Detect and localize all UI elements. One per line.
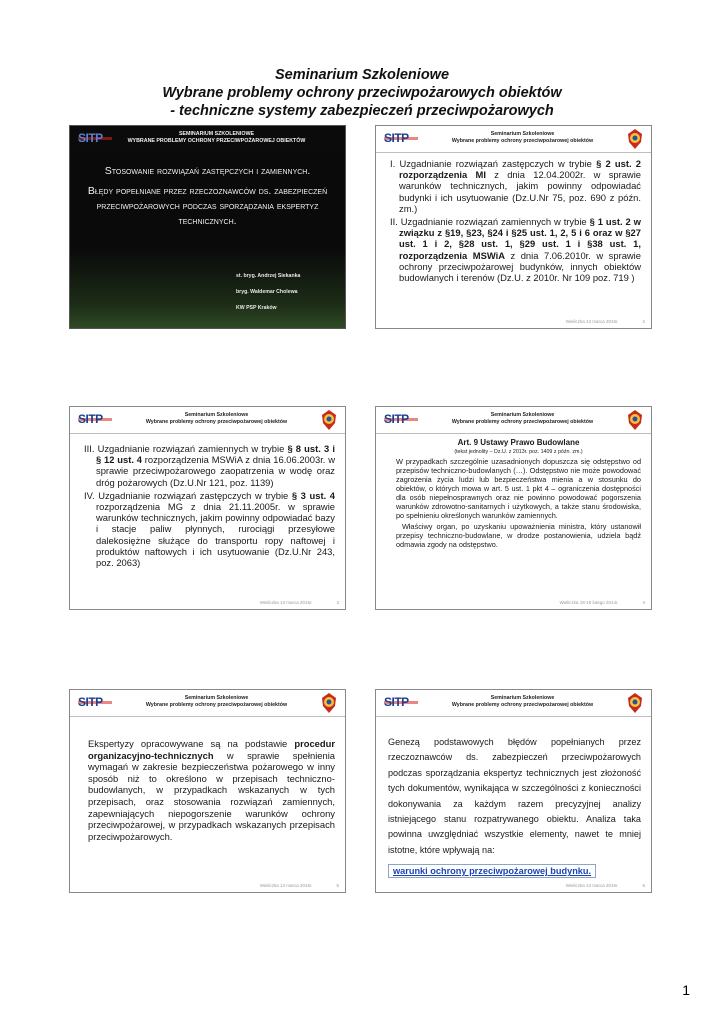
slide-5 (69, 689, 346, 893)
slide-header-title (424, 412, 621, 425)
fire-brigade-emblem-icon (625, 128, 645, 150)
header-title-text: Seminarium Szkoleniowe (490, 695, 555, 701)
slide-3 (69, 406, 346, 610)
slide-header-title (424, 695, 621, 708)
slide-body (376, 434, 651, 597)
slide-body (70, 717, 345, 880)
slide-footer: Wieliczka 18-19 lutego 2014r. 4 (559, 600, 645, 605)
slide6-link[interactable]: warunki ochrony przeciwpożarowej budynku. (388, 864, 596, 878)
header-subtitle-text: Wybrane problemy ochrony przeciwpożarowej obiektów (145, 701, 288, 708)
document-title-line1: Seminarium Szkoleniowe (274, 67, 450, 83)
sitp-logo: SITP (384, 413, 418, 426)
slide-header-title (118, 131, 315, 144)
slide5-text: Ekspertyzy opracowywane są na podstawie procedur organizacyjno-technicznych w sprawie spełnienia wymagań w zakresie bezpieczeństwa pożarowego w inny sposób niż to określono w przepisach techniczno-budowlanych, w przypadkach wskazanych w tych przepisach, oraz stosowania rozwiązań zamiennych, zapewniających niepogorszenie warunków ochrony przeciwpożarowej, w przypadkach wskazanych przepisach przeciwpożarowych. (88, 738, 335, 842)
header-subtitle-text: Wybrane problemy ochrony przeciwpożarowej obiektów (451, 701, 594, 708)
slide-footer: Wieliczka 13 marca 2015r. 2 (565, 319, 645, 324)
slide-header (70, 407, 345, 434)
document-header (0, 66, 724, 120)
slide-header-title (424, 131, 621, 144)
sitp-logo: SITP (384, 132, 418, 145)
document-title-line3: - techniczne systemy zabezpieczeń przeciwpożarowych (170, 103, 554, 119)
author-3: KW PSP Kraków (236, 305, 277, 311)
slide-header (70, 126, 345, 153)
slide2-item-1: I. Uzgadnianie rozwiązań zastępczych w trybie § 2 ust. 2 rozporządzenia MI z dnia 12.04.2002r. w sprawie warunków technicznych, jakim powinny odpowiadać budynki i ich usytuowanie (Dz.U.Nr 75, poz. 690 z późn. zm.) (390, 158, 642, 214)
slide-body (376, 717, 651, 880)
slide6-text: Genezą podstawowych błędów popełnianych przez rzeczoznawców ds. zabezpieczeń przeciwpożarowych podczas sporządzania ekspertyz technicznych jest złożoność tych dokumentów, wynikająca w szczególności z konieczności dokonywania za każdym razem precyzyjnej analizy istniejącego stanu rozpatrywanego obiektu. Analiza taka powinna uwzględniać wszystkie elementy, nawet te mniej istotne, które wpływają na: (388, 737, 641, 855)
slide-6 (375, 689, 652, 893)
slide-header (70, 690, 345, 717)
header-subtitle-text: Wybrane problemy ochrony przeciwpożarowej obiektów (451, 418, 594, 425)
header-title-text: SEMINARIUM SZKOLENIOWE (178, 131, 255, 137)
slide6-link-wrap (388, 861, 641, 879)
slide-header (376, 690, 651, 717)
slide1-authors (236, 268, 300, 316)
fire-brigade-emblem-icon (625, 409, 645, 431)
slide4-paragraph-1: W przypadkach szczególnie uzasadnionych dopuszcza się odstępstwo od przepisów techniczno-budowlanych (…). Odstępstwo nie może powodować zagrożenia życia ludzi lub bezpieczeństwa mienia a w stosunku do obiektów, o których mowa w art. 5 ust. 1 pkt 4 – ograniczenia dostępności dla osób niepełnosprawnych oraz nie powinno powodować pogorszenia warunków zdrowotno-sanitarnych i użytkowych, a także stanu środowiska, po spełnieniu określonych warunków zamiennych. (396, 457, 641, 520)
fire-brigade-emblem-icon (319, 692, 339, 714)
author-1: st. bryg. Andrzej Siekanka (236, 273, 301, 279)
slide-header (376, 126, 651, 153)
header-title-text: Seminarium Szkoleniowe (184, 695, 249, 701)
slide4-paragraph-2: Właściwy organ, po uzyskaniu upoważnienia ministra, który ustanowił przepisy techniczno-budowlane, w drodze postanowienia, udziela bądź odmawia zgody na odstępstwo. (396, 522, 641, 549)
document-title-line2: Wybrane problemy ochrony przeciwpożarowych obiektów (162, 85, 562, 101)
header-title-text: Seminarium Szkoleniowe (490, 412, 555, 418)
sitp-logo: SITP (78, 696, 112, 709)
fire-brigade-emblem-icon (319, 409, 339, 431)
slide-footer: Wieliczka 13 marca 2015r. 3 (259, 600, 339, 605)
fire-brigade-emblem-icon (625, 692, 645, 714)
header-subtitle-text: Wybrane problemy ochrony przeciwpożarowej obiektów (145, 418, 288, 425)
slide4-heading: Art. 9 Ustawy Prawo Budowlane (457, 438, 580, 447)
slide2-item-2: II. Uzgadnianie rozwiązań zamiennych w trybie § 1 ust. 2 w związku z §19, §23, §24 i §25 ust. 1, 2, 5 i 6 oraz w §27 ust. 1 i 2, §28 ust. 1, §29 ust. 1 i §38 ust. 1, rozporządzenia MSWiA z dnia 7.06.2010r. w sprawie ochrony przeciwpożarowej budynków, innych obiektów budowlanych i terenów (Dz.U. z 2010r. Nr 109 poz. 719 ) (390, 216, 641, 284)
slide3-item-3: III. Uzgadnianie rozwiązań zamiennych w trybie § 8 ust. 3 i § 12 ust. 4 rozporządzenia MSWiA z dnia 16.06.2003r. w sprawie przeciwpożarowego zaopatrzenia w wodę oraz dróg pożarowych (Dz.U.Nr 121, poz. 1139) (84, 443, 335, 488)
slide-body (70, 434, 345, 597)
sitp-logo: SITP (384, 696, 418, 709)
header-title-text: Seminarium Szkoleniowe (184, 412, 249, 418)
slide-footer: Wieliczka 13 marca 2015r. 6 (565, 883, 645, 888)
slide-footer: Wieliczka 13 marca 2015r. 5 (259, 883, 339, 888)
slide-1 (69, 125, 346, 329)
slide-header-title (118, 695, 315, 708)
page-number: 1 (682, 982, 690, 998)
slide1-topic-1: Stosowanie rozwiązań zastępczych i zamiennych. (104, 165, 311, 177)
header-subtitle-text: Wybrane problemy ochrony przeciwpożarowej obiektów (451, 137, 594, 144)
sitp-logo: SITP (78, 132, 112, 145)
slide-2 (375, 125, 652, 329)
slide-body (70, 152, 345, 328)
slide1-topic-2: Błędy popełniane przez rzeczoznawców ds. zabezpieczeń przeciwpożarowych podczas sporządzania ekspertyz technicznych. (87, 185, 328, 227)
slide-4 (375, 406, 652, 610)
header-title-text: Seminarium Szkoleniowe (490, 131, 555, 137)
slide3-item-4: IV. Uzgadnianie rozwiązań zastępczych w trybie § 3 ust. 4 rozporządzenia MG z dnia 21.11.2005r. w sprawie warunków technicznych, jakim powinny odpowiadać bazy i stacje paliw płynnych, rurociągi przesyłowe dalekosiężne służące do transportu ropy naftowej i produktów naftowych i ich usytuowanie (Dz.U.Nr 243, poz. 2063) (84, 489, 335, 569)
header-subtitle-text: WYBRANE PROBLEMY OCHRONY PRZECIWPOŻAROWEJ OBIEKTÓW (127, 137, 306, 144)
slide-body (376, 153, 651, 316)
slide-header (376, 407, 651, 434)
sitp-logo: SITP (78, 413, 112, 426)
slide-header-title (118, 412, 315, 425)
slide4-subheading: (tekst jednolity – Dz.U. z 2013r. poz. 1409 z późn. zm.) (454, 449, 583, 455)
author-2: bryg. Waldemar Cholewa (236, 289, 298, 295)
